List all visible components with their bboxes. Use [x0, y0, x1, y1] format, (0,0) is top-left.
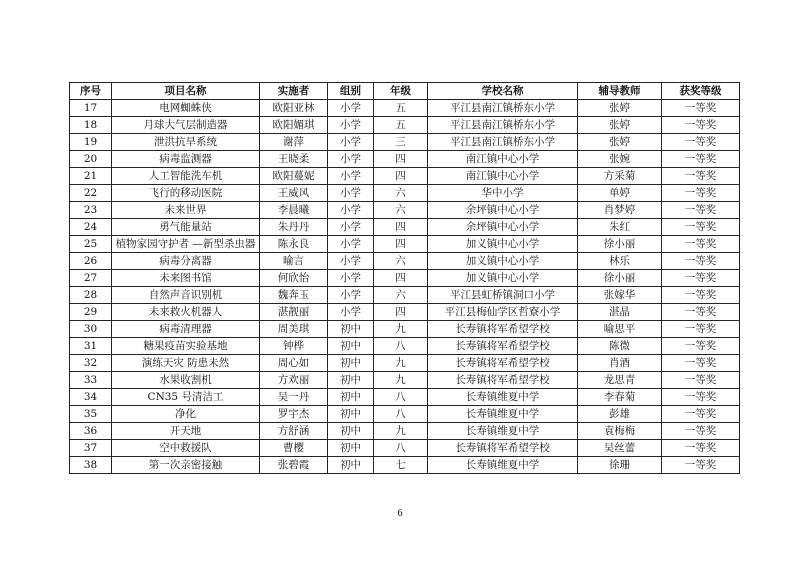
cell-index: 31: [70, 338, 112, 355]
cell-school: 加义镇中心小学: [428, 270, 578, 287]
cell-implementer: 张碧霞: [260, 457, 328, 474]
header-grade: 年级: [374, 83, 428, 100]
cell-grade: 九: [374, 355, 428, 372]
table-row: [70, 389, 740, 406]
cell-group: 小学: [328, 304, 374, 321]
cell-teacher: 徐小丽: [578, 236, 662, 253]
cell-implementer: 湛靓丽: [260, 304, 328, 321]
cell-group: 小学: [328, 219, 374, 236]
cell-grade: 八: [374, 406, 428, 423]
cell-index: 18: [70, 117, 112, 134]
cell-school: 加义镇中心小学: [428, 253, 578, 270]
cell-school: 平江县虹桥镇洞口小学: [428, 287, 578, 304]
table-row: [70, 440, 740, 457]
cell-index: 27: [70, 270, 112, 287]
cell-teacher: 湛晶: [578, 304, 662, 321]
cell-index: 37: [70, 440, 112, 457]
cell-implementer: 欧阳亚林: [260, 100, 328, 117]
cell-school: 长寿镇将军希望学校: [428, 321, 578, 338]
cell-award: 一等奖: [662, 236, 740, 253]
cell-award: 一等奖: [662, 185, 740, 202]
cell-grade: 六: [374, 287, 428, 304]
cell-teacher: 肖酒: [578, 355, 662, 372]
cell-group: 小学: [328, 168, 374, 185]
header-implementer: 实施者: [260, 83, 328, 100]
cell-teacher: 徐珊: [578, 457, 662, 474]
cell-grade: 四: [374, 168, 428, 185]
awards-table: [69, 82, 740, 474]
cell-project-name: 人工智能洗车机: [112, 168, 260, 185]
cell-school: 平江县梅仙学区哲寮小学: [428, 304, 578, 321]
cell-school: 南江镇中心小学: [428, 168, 578, 185]
table-row: [70, 168, 740, 185]
cell-award: 一等奖: [662, 457, 740, 474]
cell-project-name: 电网蜘蛛侠: [112, 100, 260, 117]
cell-teacher: 张嫁华: [578, 287, 662, 304]
cell-group: 小学: [328, 270, 374, 287]
cell-group: 小学: [328, 236, 374, 253]
cell-school: 平江县南江镇桥东小学: [428, 117, 578, 134]
cell-award: 一等奖: [662, 168, 740, 185]
cell-group: 小学: [328, 100, 374, 117]
cell-award: 一等奖: [662, 202, 740, 219]
cell-award: 一等奖: [662, 423, 740, 440]
cell-implementer: 何欣怡: [260, 270, 328, 287]
table-header-row: [70, 83, 740, 100]
cell-group: 小学: [328, 117, 374, 134]
cell-implementer: 钟桦: [260, 338, 328, 355]
cell-school: 平江县南江镇桥东小学: [428, 134, 578, 151]
cell-school: 长寿镇将军希望学校: [428, 372, 578, 389]
cell-project-name: 糖果疫苗实验基地: [112, 338, 260, 355]
cell-implementer: 王威风: [260, 185, 328, 202]
cell-project-name: 病毒监测器: [112, 151, 260, 168]
cell-project-name: 植物家园守护者 —新型杀虫器: [112, 236, 260, 253]
cell-award: 一等奖: [662, 151, 740, 168]
cell-implementer: 喻言: [260, 253, 328, 270]
cell-group: 小学: [328, 185, 374, 202]
cell-teacher: 林乐: [578, 253, 662, 270]
cell-grade: 四: [374, 270, 428, 287]
cell-index: 20: [70, 151, 112, 168]
cell-index: 19: [70, 134, 112, 151]
cell-teacher: 肖梦婷: [578, 202, 662, 219]
table-row: [70, 423, 740, 440]
cell-award: 一等奖: [662, 372, 740, 389]
table-row: [70, 355, 740, 372]
table-row: [70, 185, 740, 202]
cell-grade: 八: [374, 389, 428, 406]
cell-group: 初中: [328, 457, 374, 474]
cell-index: 29: [70, 304, 112, 321]
cell-implementer: 谢萍: [260, 134, 328, 151]
cell-grade: 四: [374, 304, 428, 321]
cell-project-name: 勇气能量站: [112, 219, 260, 236]
cell-grade: 四: [374, 219, 428, 236]
cell-index: 24: [70, 219, 112, 236]
cell-group: 初中: [328, 321, 374, 338]
cell-teacher: 张婷: [578, 100, 662, 117]
table-row: [70, 372, 740, 389]
cell-group: 小学: [328, 151, 374, 168]
cell-award: 一等奖: [662, 355, 740, 372]
header-teacher: 辅导教师: [578, 83, 662, 100]
page-number: 6: [397, 508, 403, 519]
cell-index: 17: [70, 100, 112, 117]
cell-grade: 九: [374, 321, 428, 338]
cell-school: 华中小学: [428, 185, 578, 202]
cell-group: 初中: [328, 423, 374, 440]
table-row: [70, 134, 740, 151]
cell-index: 36: [70, 423, 112, 440]
cell-project-name: 月球大气层制造器: [112, 117, 260, 134]
cell-group: 初中: [328, 389, 374, 406]
cell-school: 长寿镇维夏中学: [428, 457, 578, 474]
cell-teacher: 袁梅梅: [578, 423, 662, 440]
table-row: [70, 321, 740, 338]
cell-implementer: 曹樱: [260, 440, 328, 457]
table-row: [70, 151, 740, 168]
cell-teacher: 徐小丽: [578, 270, 662, 287]
cell-award: 一等奖: [662, 117, 740, 134]
cell-project-name: CN35 号清洁工: [112, 389, 260, 406]
cell-project-name: 净化: [112, 406, 260, 423]
cell-index: 34: [70, 389, 112, 406]
cell-implementer: 王晓柔: [260, 151, 328, 168]
cell-implementer: 方舒涵: [260, 423, 328, 440]
cell-grade: 六: [374, 185, 428, 202]
cell-teacher: 李春菊: [578, 389, 662, 406]
cell-grade: 六: [374, 202, 428, 219]
cell-teacher: 张婷: [578, 117, 662, 134]
cell-index: 35: [70, 406, 112, 423]
cell-project-name: 病毒分离器: [112, 253, 260, 270]
cell-index: 38: [70, 457, 112, 474]
cell-grade: 五: [374, 100, 428, 117]
cell-teacher: 朱红: [578, 219, 662, 236]
header-index: 序号: [70, 83, 112, 100]
cell-implementer: 魏奔玉: [260, 287, 328, 304]
cell-award: 一等奖: [662, 100, 740, 117]
table-row: [70, 287, 740, 304]
cell-grade: 八: [374, 440, 428, 457]
cell-grade: 六: [374, 253, 428, 270]
cell-implementer: 吴一丹: [260, 389, 328, 406]
cell-project-name: 泄洪抗旱系统: [112, 134, 260, 151]
cell-project-name: 演练天灾 防患未然: [112, 355, 260, 372]
cell-award: 一等奖: [662, 321, 740, 338]
cell-grade: 九: [374, 423, 428, 440]
cell-index: 28: [70, 287, 112, 304]
cell-index: 32: [70, 355, 112, 372]
cell-project-name: 未来救火机器人: [112, 304, 260, 321]
table-body: [70, 100, 740, 474]
cell-index: 23: [70, 202, 112, 219]
cell-school: 长寿镇将军希望学校: [428, 338, 578, 355]
cell-grade: 八: [374, 338, 428, 355]
table-row: [70, 219, 740, 236]
cell-index: 33: [70, 372, 112, 389]
cell-teacher: 张婷: [578, 134, 662, 151]
cell-implementer: 方欢丽: [260, 372, 328, 389]
cell-award: 一等奖: [662, 440, 740, 457]
header-project-name: 项目名称: [112, 83, 260, 100]
cell-teacher: 喻思平: [578, 321, 662, 338]
cell-project-name: 水果收割机: [112, 372, 260, 389]
cell-grade: 七: [374, 457, 428, 474]
cell-award: 一等奖: [662, 338, 740, 355]
cell-school: 余坪镇中心小学: [428, 202, 578, 219]
cell-grade: 四: [374, 236, 428, 253]
table-row: [70, 253, 740, 270]
cell-group: 初中: [328, 406, 374, 423]
cell-award: 一等奖: [662, 389, 740, 406]
cell-group: 初中: [328, 440, 374, 457]
cell-grade: 三: [374, 134, 428, 151]
cell-project-name: 病毒清理器: [112, 321, 260, 338]
cell-group: 初中: [328, 338, 374, 355]
cell-project-name: 第一次亲密接触: [112, 457, 260, 474]
table-row: [70, 270, 740, 287]
cell-group: 小学: [328, 253, 374, 270]
cell-school: 长寿镇将军希望学校: [428, 440, 578, 457]
cell-project-name: 未来世界: [112, 202, 260, 219]
cell-teacher: 单婷: [578, 185, 662, 202]
cell-project-name: 自然声音识别机: [112, 287, 260, 304]
cell-project-name: 空中救援队: [112, 440, 260, 457]
header-award: 获奖等级: [662, 83, 740, 100]
cell-award: 一等奖: [662, 253, 740, 270]
cell-group: 小学: [328, 202, 374, 219]
cell-teacher: 吴丝蕾: [578, 440, 662, 457]
cell-implementer: 欧阳蔓妮: [260, 168, 328, 185]
cell-school: 平江县南江镇桥东小学: [428, 100, 578, 117]
cell-index: 26: [70, 253, 112, 270]
table-row: [70, 304, 740, 321]
cell-teacher: 陈微: [578, 338, 662, 355]
table-row: [70, 406, 740, 423]
cell-index: 22: [70, 185, 112, 202]
cell-group: 初中: [328, 372, 374, 389]
cell-project-name: 飞行的移动医院: [112, 185, 260, 202]
cell-project-name: 开天地: [112, 423, 260, 440]
cell-award: 一等奖: [662, 304, 740, 321]
cell-school: 加义镇中心小学: [428, 236, 578, 253]
cell-project-name: 未来图书馆: [112, 270, 260, 287]
cell-grade: 五: [374, 117, 428, 134]
cell-implementer: 周心如: [260, 355, 328, 372]
cell-index: 25: [70, 236, 112, 253]
cell-school: 长寿镇维夏中学: [428, 389, 578, 406]
table-row: [70, 100, 740, 117]
cell-group: 小学: [328, 287, 374, 304]
header-group: 组别: [328, 83, 374, 100]
cell-group: 初中: [328, 355, 374, 372]
cell-implementer: 欧阳媚琪: [260, 117, 328, 134]
table-row: [70, 117, 740, 134]
cell-teacher: 彭雄: [578, 406, 662, 423]
table-row: [70, 202, 740, 219]
cell-teacher: 方采菊: [578, 168, 662, 185]
cell-implementer: 罗宇杰: [260, 406, 328, 423]
cell-implementer: 朱丹丹: [260, 219, 328, 236]
cell-grade: 四: [374, 151, 428, 168]
cell-award: 一等奖: [662, 287, 740, 304]
cell-group: 小学: [328, 134, 374, 151]
cell-implementer: 李晨曦: [260, 202, 328, 219]
cell-school: 余坪镇中心小学: [428, 219, 578, 236]
cell-award: 一等奖: [662, 406, 740, 423]
cell-school: 长寿镇维夏中学: [428, 423, 578, 440]
header-school: 学校名称: [428, 83, 578, 100]
cell-award: 一等奖: [662, 134, 740, 151]
cell-index: 21: [70, 168, 112, 185]
table-row: [70, 236, 740, 253]
cell-index: 30: [70, 321, 112, 338]
cell-teacher: 龙思青: [578, 372, 662, 389]
cell-teacher: 张婉: [578, 151, 662, 168]
cell-school: 长寿镇将军希望学校: [428, 355, 578, 372]
cell-school: 长寿镇维夏中学: [428, 406, 578, 423]
cell-implementer: 周美琪: [260, 321, 328, 338]
cell-implementer: 陈永良: [260, 236, 328, 253]
cell-school: 南江镇中心小学: [428, 151, 578, 168]
cell-award: 一等奖: [662, 270, 740, 287]
cell-grade: 九: [374, 372, 428, 389]
table-row: [70, 338, 740, 355]
table-row: [70, 457, 740, 474]
cell-award: 一等奖: [662, 219, 740, 236]
